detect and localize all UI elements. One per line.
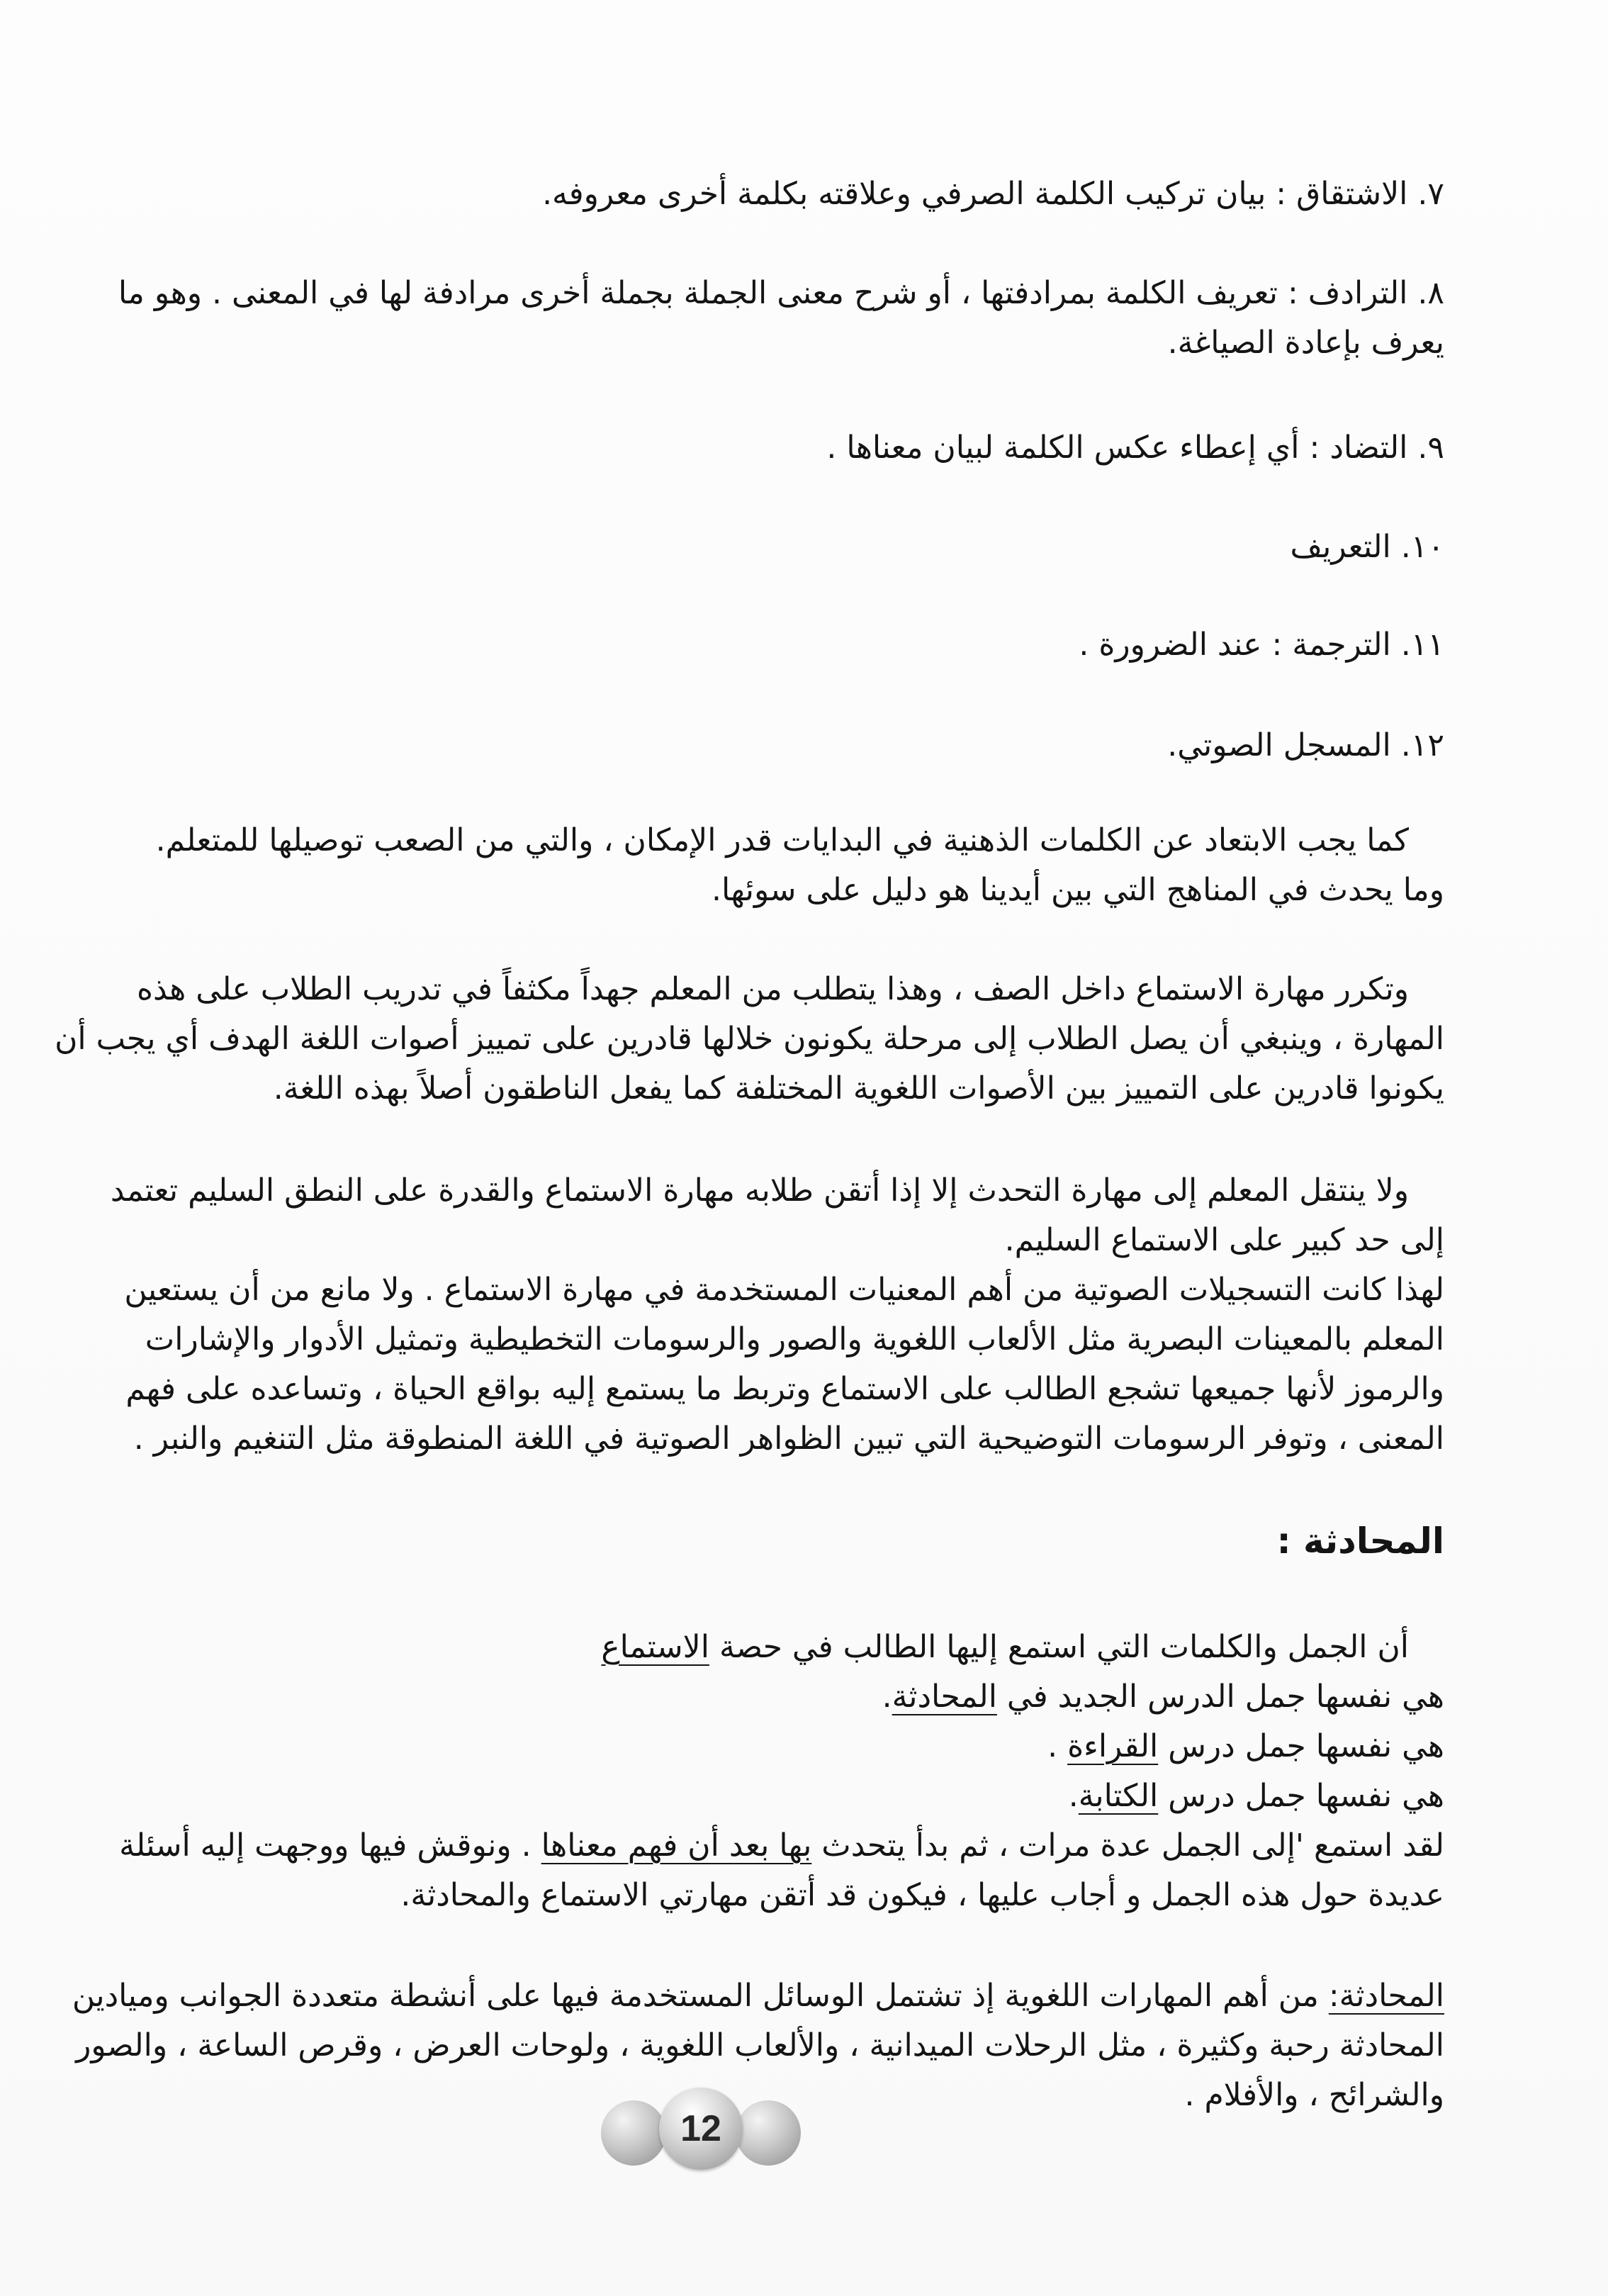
conversation-line <box>1047 1723 1444 1771</box>
paragraph-line: يكونوا قادرين على التمييز بين الأصوات اللغوية المختلفة كما يفعل الناطقون أصلاً بهذه اللغة. <box>273 1070 1444 1107</box>
text-segment: هي نفسها جمل درس <box>1158 1778 1444 1814</box>
conversation-line <box>882 1673 1444 1721</box>
list-item-antonymy: ٩. التضاد : أي إعطاء عكس الكلمة لبيان معناها . <box>826 430 1444 466</box>
underlined-term: المحادثة: <box>1328 1978 1444 2014</box>
conversation-line: المحادثة رحبة وكثيرة ، مثل الرحلات الميدانية ، والألعاب اللغوية ، ولوحات العرض ، وقرص الساعة ، والصور <box>76 2027 1444 2063</box>
text-segment: أن الجمل والكلمات التي استمع إليها الطالب في حصة <box>709 1629 1409 1665</box>
text-segment: هي نفسها جمل الدرس الجديد في <box>996 1679 1444 1715</box>
paragraph-line: وتكرر مهارة الاستماع داخل الصف ، وهذا يتطلب من المعلم جهداً مكثفاً في تدريب الطلاب على هذه <box>136 971 1409 1007</box>
text-segment: من أهم المهارات اللغوية إذ تشتمل الوسائل المستخدمة فيها على أنشطة متعددة الجوانب وميادين <box>72 1978 1329 2014</box>
conversation-line <box>601 1623 1409 1671</box>
page-number-badge <box>601 2088 801 2170</box>
list-item-recorder: ١٢. المسجل الصوتي. <box>1167 727 1444 763</box>
paragraph-line: وما يحدث في المناهج التي بين أيدينا هو دليل على سوئها. <box>712 872 1444 908</box>
decorative-ball-icon <box>736 2100 801 2166</box>
text-segment: . <box>1047 1728 1068 1764</box>
page-number: 12 <box>659 2088 743 2170</box>
list-item-derivation: ٧. الاشتقاق : بيان تركيب الكلمة الصرفي وعلاقته بكلمة أخرى معروفه. <box>542 176 1444 212</box>
conversation-line <box>119 1822 1444 1870</box>
list-item-translation: ١١. الترجمة : عند الضرورة . <box>1079 627 1444 663</box>
list-item-synonymy-cont: يعرف بإعادة الصياغة. <box>1167 325 1444 361</box>
list-item-definition: ١٠. التعريف <box>1290 529 1444 565</box>
paragraph-line: إلى حد كبير على الاستماع السليم. <box>1004 1222 1444 1258</box>
underlined-term: المحادثة <box>892 1679 997 1715</box>
paragraph-line: المعنى ، وتوفر الرسومات التوضيحية التي تبين الظواهر الصوتية في اللغة المنطوقة مثل التنغيم والنبر . <box>133 1421 1444 1457</box>
conversation-line <box>72 1972 1444 2020</box>
conversation-line <box>1069 1772 1444 1820</box>
conversation-line: عديدة حول هذه الجمل و أجاب عليها ، فيكون قد أتقن مهارتي الاستماع والمحادثة. <box>400 1877 1444 1913</box>
paragraph-line: لهذا كانت التسجيلات الصوتية من أهم المعنيات المستخدمة في مهارة الاستماع . ولا مانع من أن يستعين <box>124 1272 1444 1308</box>
underlined-term: الكتابة <box>1078 1778 1159 1814</box>
text-segment: . ونوقش فيها ووجهت إليه أسئلة <box>119 1827 541 1864</box>
paragraph-line: ولا ينتقل المعلم إلى مهارة التحدث إلا إذا أتقن طلابه مهارة الاستماع والقدرة على النطق السليم تعتمد <box>110 1172 1409 1209</box>
paragraph-line: كما يجب الابتعاد عن الكلمات الذهنية في البدايات قدر الإمكان ، والتي من الصعب توصيلها للمتعلم. <box>155 822 1409 858</box>
underlined-term: الاستماع <box>601 1629 709 1665</box>
decorative-ball-icon <box>601 2100 666 2166</box>
section-heading-conversation: المحادثة : <box>1276 1521 1444 1562</box>
paragraph-line: والرموز لأنها جميعها تشجع الطالب على الاستماع وتربط ما يستمع إليه بواقع الحياة ، وتساعده على فهم <box>125 1371 1444 1407</box>
underlined-term: بها بعد أن فهم معناها <box>541 1827 812 1864</box>
paragraph-line: المهارة ، وينبغي أن يصل الطلاب إلى مرحلة يكونون خلالها قادرين على تمييز أصوات اللغة الهدف أي يجب أن <box>55 1021 1444 1057</box>
list-item-synonymy: ٨. الترادف : تعريف الكلمة بمرادفتها ، أو شرح معنى الجملة بجملة أخرى مرادفة لها في المعنى . وهو ما <box>118 275 1444 311</box>
text-segment: . <box>1068 1778 1079 1814</box>
text-segment: هي نفسها جمل درس <box>1158 1728 1444 1764</box>
underlined-term: القراءة <box>1067 1728 1159 1764</box>
text-segment: . <box>882 1679 892 1715</box>
conversation-line: والشرائح ، والأفلام . <box>1184 2077 1444 2113</box>
text-segment: لقد استمع 'إلى الجمل عدة مرات ، ثم بدأ يتحدث <box>811 1827 1444 1864</box>
paragraph-line: المعلم بالمعينات البصرية مثل الألعاب اللغوية والصور والرسومات التخطيطية وتمثيل الأدوار والإشارات <box>145 1321 1444 1357</box>
